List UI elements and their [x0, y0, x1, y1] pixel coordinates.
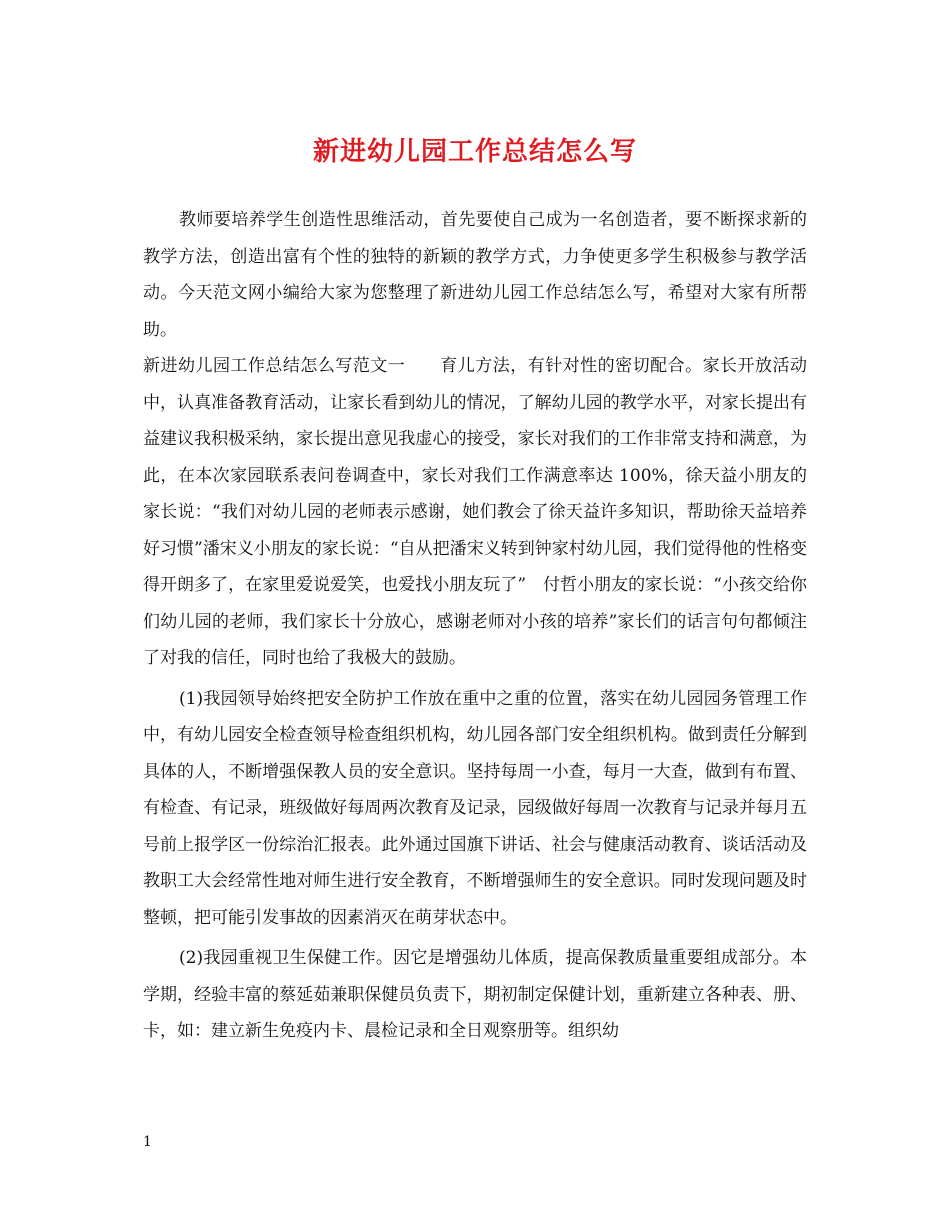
- safety-paragraph: (1)我园领导始终把安全防护工作放在重中之重的位置，落实在幼儿园园务管理工作中，有幼儿园安全检查领导检查组织机构，幼儿园各部门安全组织机构。做到责任分解到具体的人，不断增强保教人员的安全意识。坚持每周一小查，每月一大查，做到有布置、有检查、有记录，班级做好每周两次教育及记录，园级做好每周一次教育与记录并每月五号前上报学区一份综治汇报表。此外通过国旗下讲话、社会与健康活动教育、谈话活动及教职工大会经常性地对师生进行安全教育，不断增强师生的安全意识。同时发现问题及时整顿，把可能引发事故的因素消灭在萌芽状态中。: [143, 688, 807, 928]
- document-title: 新进幼儿园工作总结怎么写: [312, 137, 637, 167]
- health-paragraph: (2)我园重视卫生保健工作。因它是增强幼儿体质，提高保教质量重要组成部分。本学期，经验丰富的蔡延茹兼职保健员负责下，期初制定保健计划，重新建立各种表、册、卡，如：建立新生免疫内卡、晨检记录和全日观察册等。组织幼: [143, 948, 807, 1041]
- intro-paragraph: 教师要培养学生创造性思维活动，首先要使自己成为一名创造者，要不断探求新的教学方法，创造出富有个性的独特的新颖的教学方式，力争使更多学生积极参与教学活动。今天范文网小编给大家为您整理了新进幼儿园工作总结怎么写，希望对大家有所帮助。: [143, 210, 807, 340]
- document-body: [143, 202, 807, 1050]
- page-number: 1: [143, 1134, 152, 1150]
- sample-one-paragraph: 新进幼儿园工作总结怎么写范文一 育儿方法，有针对性的密切配合。家长开放活动中，认真准备教育活动，让家长看到幼儿的情况，了解幼儿园的教学水平，对家长提出有益建议我积极采纳，家长提出意见我虚心的接受，家长对我们的工作非常支持和满意，为此，在本次家园联系表问卷调查中，家长对我们工作满意率达 100%，徐天益小朋友的家长说：“我们对幼儿园的老师表示感谢，她们教会了徐天益许多知识，帮助徐天益培养好习惯”潘宋义小朋友的家长说：“自从把潘宋义转到钟家村幼儿园，我们觉得他的性格变得开朗多了，在家里爱说爱笑，也爱找小朋友玩了” 付哲小朋友的家长说：“小孩交给你们幼儿园的老师，我们家长十分放心，感谢老师对小孩的培养”家长们的话言句句都倾注了对我的信任，同时也给了我极大的鼓励。: [143, 356, 807, 668]
